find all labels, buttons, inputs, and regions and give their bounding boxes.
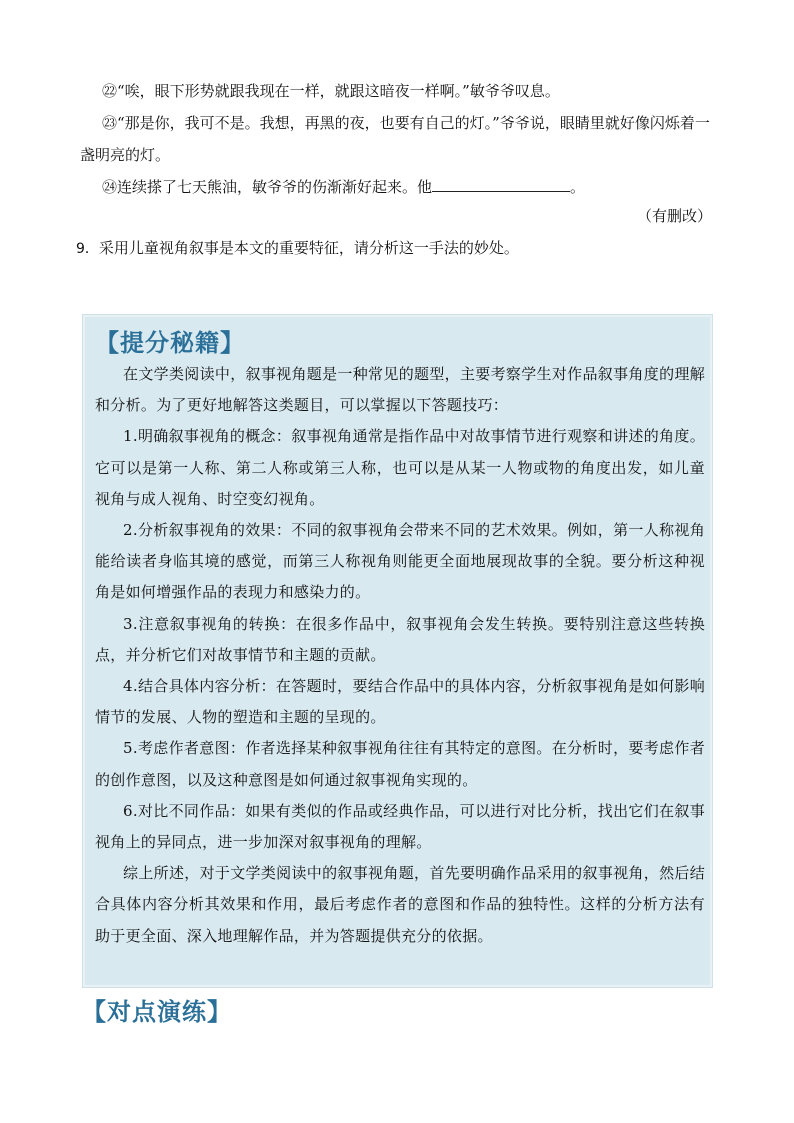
tip-item-4: 4.结合具体内容分析：在答题时，要结合作品中的具体内容，分析叙事视角是如何影响情节的发展、人物的塑造和主题的呈现的。 [95,677,705,727]
tip-item-3: 3.注意叙事视角的转换：在很多作品中，叙事视角会发生转换。要特别注意这些转换点，并分析它们对故事情节和主题的贡献。 [95,614,705,664]
tips-body [95,359,705,952]
story-paragraph-24 [80,171,720,203]
story-paragraph-24-end: 。 [570,178,586,196]
story-paragraph-22: ㉒“唉，眼下形势就跟我现在一样，就跟这暗夜一样啊。”敏爷爷叹息。 [102,82,560,100]
tip-item-1: 1.明确叙事视角的概念：叙事视角通常是指作品中对故事情节进行观察和讲述的角度。它可以是第一人称、第二人称或第三人称，也可以是从某一人物或物的角度出发，如儿童视角与成人视角、时空变幻视角。 [95,427,705,508]
tip-item-2: 2.分析叙事视角的效果：不同的叙事视角会带来不同的艺术效果。例如，第一人称视角能给读者身临其境的感觉，而第三人称视角则能更全面地展现故事的全貌。要分析这种视角是如何增强作品的表现力和感染力的。 [95,521,705,602]
tips-intro: 在文学类阅读中，叙事视角题是一种常见的题型，主要考察学生对作品叙事角度的理解和分析。为了更好地解答这类题目，可以掌握以下答题技巧： [95,365,705,415]
tips-title: 【提分秘籍】 [95,329,245,357]
source-note: （有删改） [636,207,712,225]
question-number: 9． [76,241,99,257]
answer-blank[interactable] [432,173,570,192]
story-paragraph-23: ㉓“那是你，我可不是。我想，再黑的夜，也要有自己的灯。”爷爷说，眼睛里就好像闪烁着一盏明亮的灯。 [80,114,710,164]
tips-summary: 综上所述，对于文学类阅读中的叙事视角题，首先要明确作品采用的叙事视角，然后结合具体内容分析其效果和作用，最后考虑作者的意图和作品的独特性。这样的分析方法有助于更全面、深入地理解作品，并为答题提供充分的依据。 [95,864,705,945]
story-paragraph-24-text: ㉔连续搽了七天熊油，敏爷爷的伤渐渐好起来。他 [102,178,433,196]
practice-title: 【对点演练】 [82,998,232,1026]
tips-box [83,315,712,987]
question-text: 采用儿童视角叙事是本文的重要特征，请分析这一手法的妙处。 [98,239,519,257]
tip-item-6: 6.对比不同作品：如果有类似的作品或经典作品，可以进行对比分析，找出它们在叙事视角上的异同点，进一步加深对叙事视角的理解。 [95,801,705,852]
question-9 [76,234,519,263]
tip-item-5: 5.考虑作者意图：作者选择某种叙事视角往往有其特定的意图。在分析时，要考虑作者的创作意图，以及这种意图是如何通过叙事视角实现的。 [95,739,705,789]
